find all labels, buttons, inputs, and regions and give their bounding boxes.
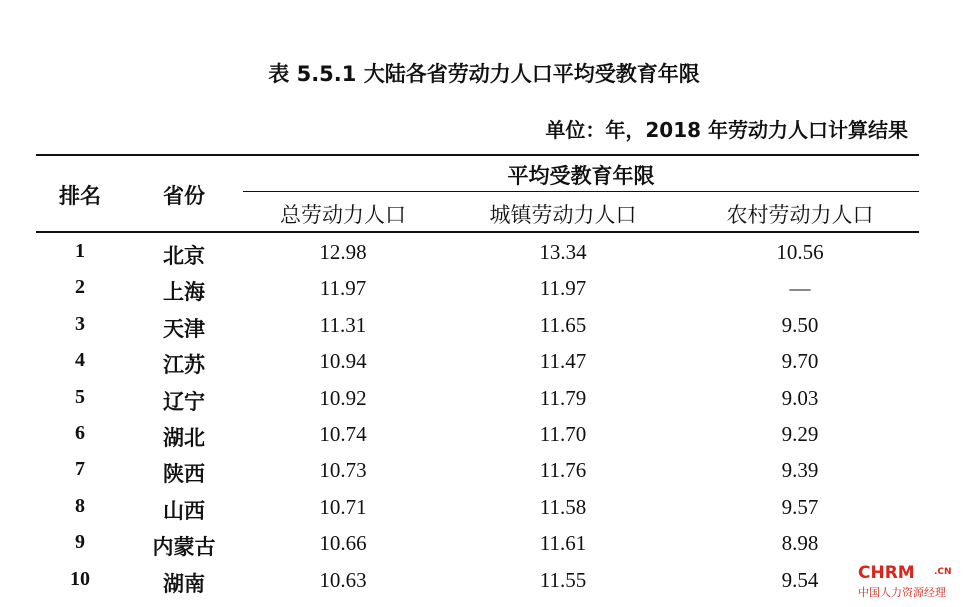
table-row <box>0 454 968 490</box>
header-urban: 城镇劳动力人口 <box>489 203 637 227</box>
cell-urban: 11.61 <box>539 531 587 556</box>
cell-province: 上海 <box>163 280 205 305</box>
header-province: 省份 <box>163 184 205 208</box>
cell-urban: 11.55 <box>539 567 587 592</box>
watermark-tagline: 中国人力资源经理 <box>858 586 946 599</box>
cell-rank: 9 <box>75 531 85 554</box>
header-bottom-rule <box>36 231 919 233</box>
cell-rural: 9.39 <box>781 458 819 483</box>
table-row <box>0 418 968 454</box>
table-row <box>0 272 968 308</box>
cell-rural: — <box>789 276 811 301</box>
header-total: 总劳动力人口 <box>280 203 406 227</box>
cell-rank: 5 <box>75 385 85 408</box>
cell-rank: 3 <box>75 312 85 335</box>
cell-total: 10.63 <box>319 567 367 592</box>
cell-total: 10.94 <box>319 349 367 374</box>
cell-rank: 4 <box>75 349 85 372</box>
table-row <box>0 236 968 272</box>
cell-urban: 11.79 <box>539 385 587 410</box>
header-group: 平均受教育年限 <box>507 164 655 188</box>
cell-urban: 13.34 <box>539 240 587 264</box>
cell-rural: 8.98 <box>781 531 819 556</box>
cell-rural: 9.57 <box>781 494 819 519</box>
cell-total: 10.74 <box>319 422 367 446</box>
cell-rank: 8 <box>75 494 85 517</box>
cell-rank: 7 <box>75 458 85 481</box>
cell-rural: 9.70 <box>781 349 819 374</box>
cell-rural: 9.29 <box>781 422 819 446</box>
cell-province: 山西 <box>163 498 205 523</box>
top-rule <box>36 154 919 156</box>
cell-rural: 9.03 <box>781 385 819 410</box>
cell-urban: 11.65 <box>539 312 587 337</box>
watermark-logo: CHRM <box>858 563 915 583</box>
cell-rank: 6 <box>75 422 85 444</box>
cell-rank: 1 <box>75 240 85 262</box>
group-header-rule <box>243 191 919 192</box>
cell-urban: 11.76 <box>539 458 587 483</box>
cell-total: 10.73 <box>319 458 367 483</box>
cell-province: 内蒙古 <box>152 535 216 560</box>
table-row <box>0 527 968 563</box>
unit-note: 单位：年，2018 年劳动力人口计算结果 <box>545 118 908 142</box>
cell-urban: 11.70 <box>539 422 587 446</box>
cell-total: 10.92 <box>319 385 367 410</box>
cell-total: 12.98 <box>319 240 367 264</box>
cell-total: 10.71 <box>319 494 367 519</box>
table-row <box>0 491 968 527</box>
header-rural: 农村劳动力人口 <box>726 203 874 227</box>
cell-urban: 11.47 <box>539 349 587 374</box>
cell-rank: 2 <box>75 276 85 299</box>
watermark-domain: .CN <box>934 567 952 577</box>
cell-rural: 9.54 <box>781 567 819 592</box>
cell-province: 江苏 <box>163 353 205 378</box>
cell-province: 北京 <box>163 244 205 268</box>
cell-rank: 10 <box>70 567 90 590</box>
cell-urban: 11.58 <box>539 494 587 519</box>
chrm-watermark <box>858 563 964 601</box>
cell-province: 陕西 <box>163 462 205 487</box>
cell-province: 湖北 <box>163 426 205 450</box>
cell-total: 11.31 <box>319 312 367 337</box>
table-row <box>0 382 968 418</box>
cell-urban: 11.97 <box>539 276 587 301</box>
cell-province: 天津 <box>163 316 205 341</box>
table-row <box>0 564 968 600</box>
table-title: 表 5.5.1 大陆各省劳动力人口平均受教育年限 <box>268 62 700 86</box>
table-row <box>0 345 968 381</box>
cell-province: 湖南 <box>163 571 205 596</box>
cell-rural: 9.50 <box>781 312 819 337</box>
cell-total: 11.97 <box>319 276 367 301</box>
cell-total: 10.66 <box>319 531 367 556</box>
header-rank: 排名 <box>59 184 101 208</box>
cell-rural: 10.56 <box>776 240 824 264</box>
cell-province: 辽宁 <box>163 389 205 414</box>
table-row <box>0 309 968 345</box>
